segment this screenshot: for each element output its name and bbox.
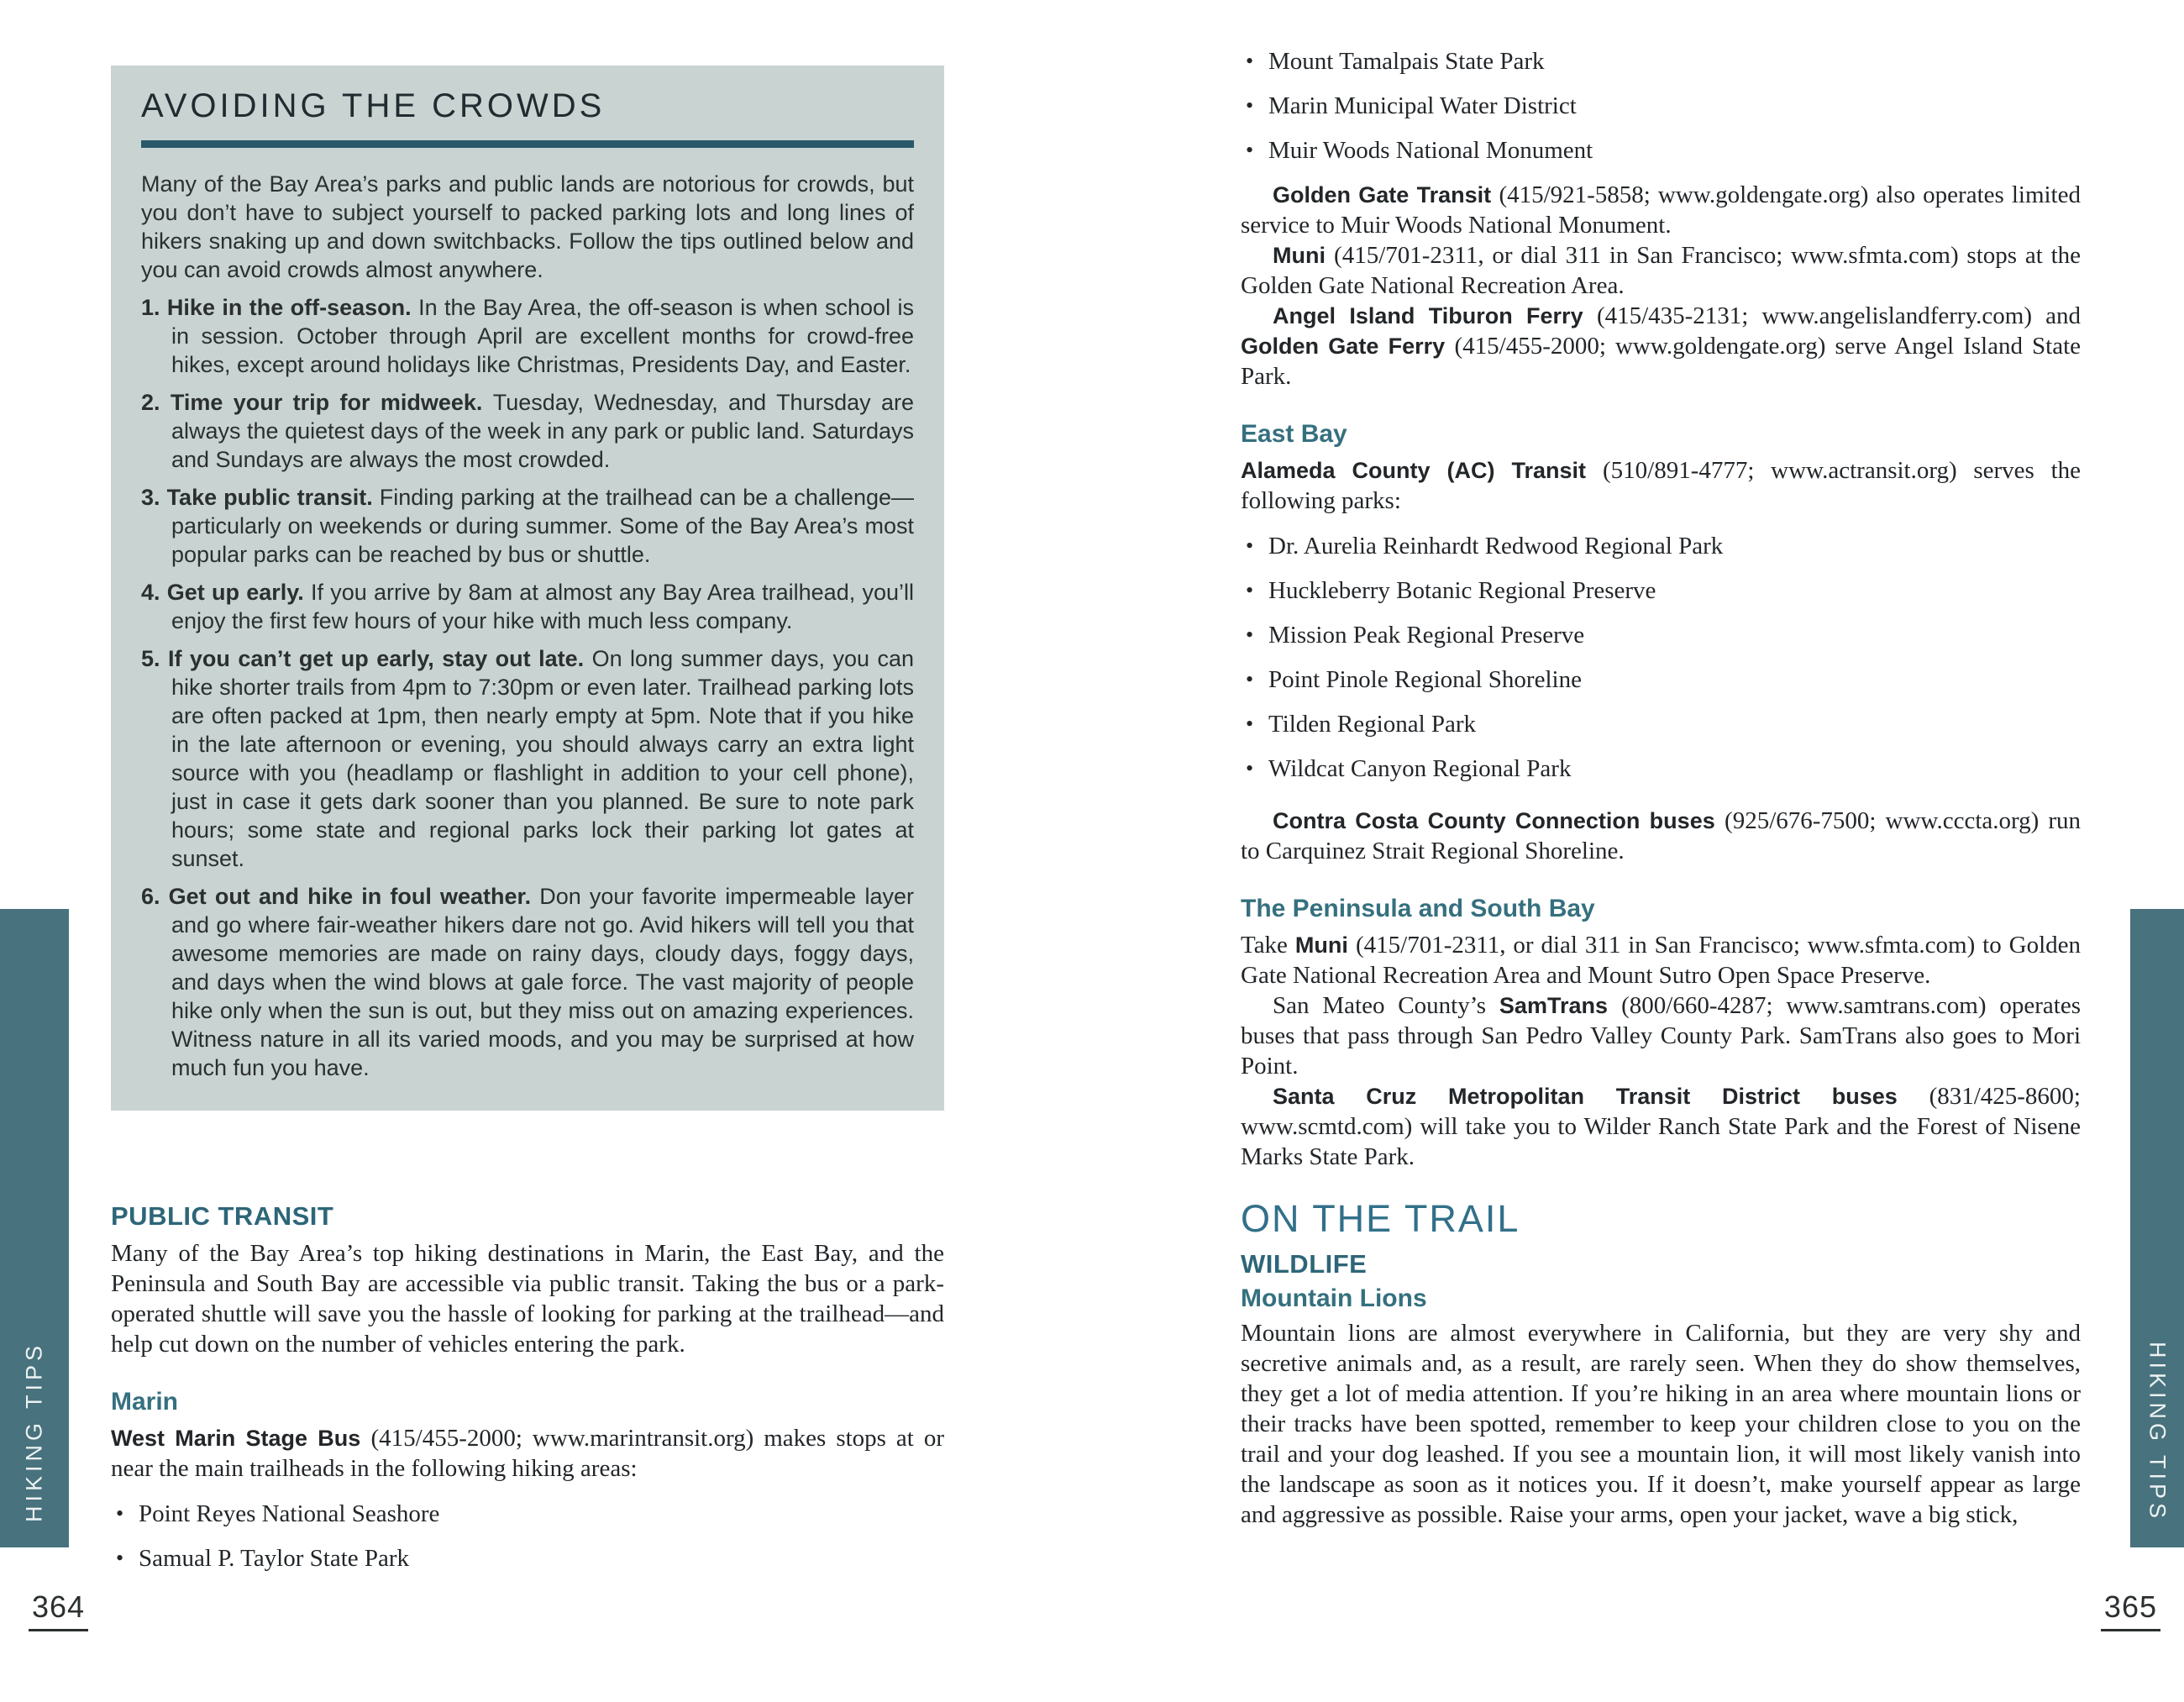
list-item: • Dr. Aurelia Reinhardt Redwood Regional Park	[1241, 531, 2081, 561]
tip-number: 3.	[141, 485, 167, 510]
tip-text: Don your favorite impermeable layer and go where fair-weather hikers dare not go. Avid hikers will tell you that awesome memories are made on rainy days, cloudy days, foggy days, and days when the wind blows at gale force. The vast majority of people hike only when the sun is out, but they miss out on amazing experiences. Witness nature in all its varied moods, and you may be surprised at how much fun you have.	[171, 884, 914, 1080]
list-item: • Samual P. Taylor State Park	[111, 1543, 944, 1573]
tip-item-4	[141, 578, 914, 635]
body-paragraph: Golden Gate Transit (415/921-5858; www.goldengate.org) also operates limited service to Muir Woods National Monument.	[1241, 181, 2081, 239]
peninsula-south-bay-heading: The Peninsula and South Bay	[1241, 895, 1595, 922]
public-transit-heading: PUBLIC TRANSIT	[111, 1201, 334, 1231]
list-item: • Muir Woods National Monument	[1241, 135, 2081, 165]
tip-text: Finding parking at the trailhead can be a challenge—particularly on weekends or during summer. Some of the Bay Area’s most popular parks can be reached by bus or shuttle.	[171, 485, 914, 567]
marin-paragraph: West Marin Stage Bus (415/455-2000; www.marintransit.org) makes stops at or near the main trailheads in the following hiking areas:	[111, 1425, 944, 1482]
body-paragraph: Muni (415/701-2311, or dial 311 in San Francisco; www.sfmta.com) stops at the Golden Gate National Recreation Area.	[1241, 242, 2082, 299]
public-transit-section	[111, 1201, 944, 1588]
tip-number: 5.	[141, 646, 168, 671]
tip-item-1	[141, 293, 914, 379]
marin-heading: Marin	[111, 1388, 179, 1416]
public-transit-paragraph: Many of the Bay Area’s top hiking destinations in Marin, the East Bay, and the Peninsula and South Bay are accessible via public transit. Taking the bus or a park-operated shuttle will save you the hassle of looking for parking at the trailhead—and help cut down on the number of vehicles entering the park.	[111, 1240, 944, 1358]
tip-item-5	[141, 644, 914, 873]
tip-item-2	[141, 388, 914, 474]
list-item: • Mission Peak Regional Preserve	[1241, 620, 2081, 650]
avoiding-the-crowds-box	[111, 66, 944, 1111]
list-item: • Tilden Regional Park	[1241, 709, 2081, 739]
tip-lead: Hike in the off-season.	[166, 295, 419, 320]
right-tab-label: HIKING TIPS	[2145, 1341, 2171, 1522]
tip-item-3	[141, 483, 914, 569]
page-number-right: 365	[2101, 1589, 2160, 1631]
right-chapter-tab	[2130, 909, 2184, 1547]
list-item: • Point Pinole Regional Shoreline	[1241, 665, 2081, 695]
mountain-lions-paragraph: Mountain lions are almost everywhere in California, but they are very shy and secretive animals and, as a result, are rarely seen. When they do show themselves, they get a lot of media attention. If you’re hiking in an area where mountain lions or their tracks have been spotted, remember to keep your children close to you on the trail and your dog leashed. If you see a mountain lion, it will most likely vanish into the landscape as soon as it notices you. If it doesn’t, make yourself appear as large and aggressive as possible. Raise your arms, open your jacket, wave a big stick,	[1241, 1320, 2081, 1528]
tip-number: 4.	[141, 580, 167, 605]
left-chapter-tab	[0, 909, 69, 1547]
tip-number: 6.	[141, 884, 169, 909]
list-item: • Marin Municipal Water District	[1241, 91, 2081, 121]
on-the-trail-heading: ON THE TRAIL	[1241, 1197, 1520, 1240]
tip-text: If you arrive by 8am at almost any Bay Area trailhead, you’ll enjoy the first few hours of your hike with much less company.	[171, 580, 914, 633]
body-paragraph: Contra Costa County Connection buses (925/676-7500; www.cccta.org) run to Carquinez Strait Regional Shoreline.	[1241, 807, 2081, 864]
box-title: AVOIDING THE CROWDS	[141, 87, 606, 124]
list-item: • Point Reyes National Seashore	[111, 1499, 944, 1529]
tip-item-6	[141, 882, 914, 1082]
body-paragraph: Take Muni (415/701-2311, or dial 311 in San Francisco; www.sfmta.com) to Golden Gate National Recreation Area and Mount Sutro Open Space Preserve.	[1241, 932, 2081, 989]
title-rule	[141, 140, 914, 148]
mountain-lions-heading: Mountain Lions	[1241, 1284, 1427, 1312]
tip-lead: If you can’t get up early, stay out late.	[167, 646, 592, 671]
marin-bullet-list	[111, 1499, 944, 1573]
tip-text: In the Bay Area, the off-season is when school is in session. October through April are excellent months for crowd-free hikes, except around holidays like Christmas, Presidents Day, and Easter.	[171, 295, 914, 377]
wildlife-heading: WILDLIFE	[1241, 1249, 1368, 1279]
left-tab-label: HIKING TIPS	[21, 1341, 47, 1522]
body-paragraph: San Mateo County’s SamTrans (800/660-4287; www.samtrans.com) operates buses that pass through San Pedro Valley County Park. SamTrans also goes to Mori Point.	[1241, 992, 2081, 1080]
box-body	[141, 170, 914, 1082]
east-bay-heading: East Bay	[1241, 420, 1347, 448]
list-item: • Mount Tamalpais State Park	[1241, 46, 2081, 76]
east-bay-bullet-list	[1241, 531, 2081, 784]
body-paragraph: Angel Island Tiburon Ferry (415/435-2131; www.angelislandferry.com) and Golden Gate Ferry (415/455-2000; www.goldengate.org) serve Angel Island State Park.	[1241, 302, 2081, 390]
body-paragraph: Alameda County (AC) Transit (510/891-4777; www.actransit.org) serves the following parks:	[1241, 457, 2082, 514]
tip-number: 1.	[141, 295, 167, 320]
right-page-column	[1241, 46, 2081, 1530]
tip-lead: Get up early.	[166, 580, 312, 605]
box-intro-paragraph: Many of the Bay Area’s parks and public lands are notorious for crowds, but you don’t have to subject yourself to packed parking lots and long lines of hikers snaking up and down switchbacks. Follow the tips outlined below and you can avoid crowds almost anywhere.	[141, 171, 914, 282]
page-number-left: 364	[29, 1589, 88, 1631]
tip-lead: Time your trip for midweek.	[170, 390, 493, 415]
tip-text: Tuesday, Wednesday, and Thursday are always the quietest days of the week in any park or public land. Saturdays and Sundays are always the most crowded.	[171, 390, 914, 472]
marin-parks-bullet-list	[1241, 46, 2081, 165]
tip-text: On long summer days, you can hike shorter trails from 4pm to 7:30pm or even later. Trailhead parking lots are often packed at 1pm, then nearly empty at 5pm. Note that if you hike in the late afternoon or evening, you should always carry an extra light source with you (headlamp or flashlight in addition to your cell phone), just in case it gets dark sooner than you planned. Be sure to note park hours; some state and regional parks lock their parking lot gates at sunset.	[171, 646, 914, 871]
list-item: • Huckleberry Botanic Regional Preserve	[1241, 575, 2081, 606]
tip-number: 2.	[141, 390, 171, 415]
body-paragraph: Santa Cruz Metropolitan Transit District buses (831/425-8600; www.scmtd.com) will take you to Wilder Ranch State Park and the Forest of Nisene Marks State Park.	[1241, 1083, 2081, 1170]
tip-lead: Take public transit.	[166, 485, 380, 510]
tip-lead: Get out and hike in foul weather.	[168, 884, 540, 909]
list-item: • Wildcat Canyon Regional Park	[1241, 754, 2081, 784]
